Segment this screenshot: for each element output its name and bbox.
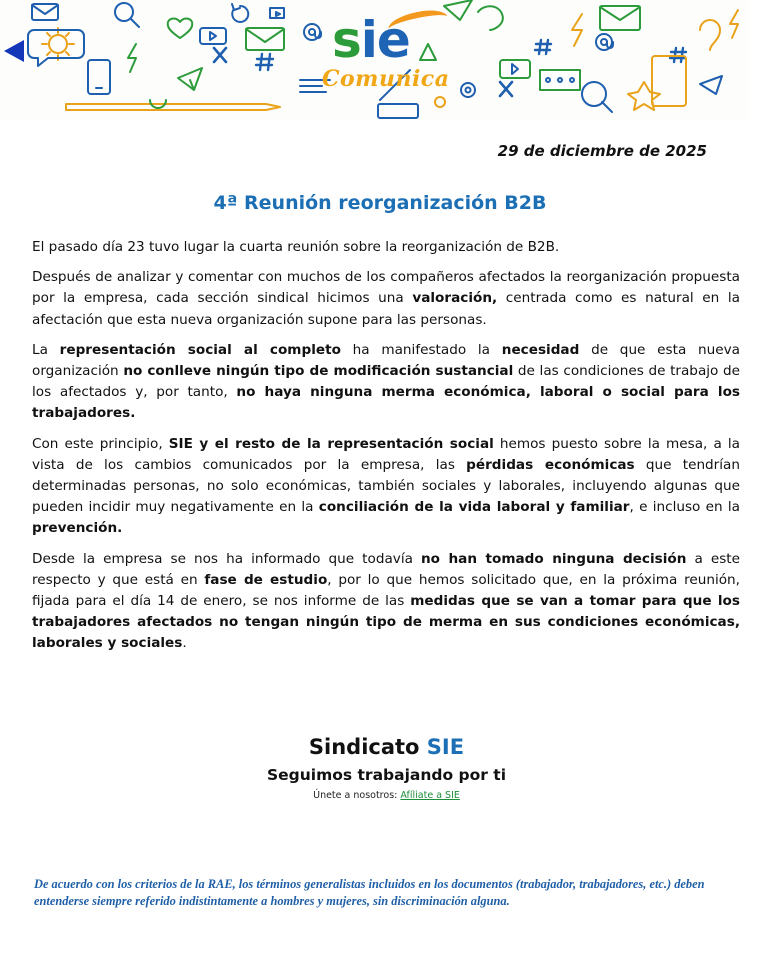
bold-run: fase de estudio [204,571,328,588]
paragraph-5 [32,549,740,655]
bold-run: necesidad [501,341,580,358]
disclaimer: De acuerdo con los criterios de la RAE, los términos generalistas incluidos en los documentos (trabajador, trabajadores, etc.) deben entenderse siempre referido indistintamente a hombres y mujeres, sin discriminación alguna. [34,877,705,908]
text-run: La [32,341,60,358]
union-brand: SIE [426,735,465,759]
slogan: Seguimos trabajando por ti [266,766,507,784]
text-run: ha manifestado la [340,341,502,358]
text-run: El pasado día 23 tuvo lugar la cuarta reunión sobre la reorganización de B2B. [32,239,560,255]
paragraph-1 [32,237,740,258]
bold-run: pérdidas económicas [466,456,635,473]
logo-word: sie [332,11,410,69]
envelope-icon [32,4,58,20]
phone-icon [88,60,110,94]
bold-run: no han tomado ninguna decisión [421,550,687,567]
paragraph-3 [32,340,740,425]
refresh-icon [232,4,284,22]
bold-run: conciliación de la vida laboral y familiar [318,499,630,516]
hashtag-icon [256,40,686,70]
join-line [0,790,773,801]
union-name [0,735,773,759]
magnifier-icon [115,3,139,27]
bold-run: SIE y el resto de la representación social [168,435,494,452]
text-run: Después de analizar y comentar con muchos de los compañeros afectados la reorganización propuesta por la empresa, cada sección sindical hicimos una [32,269,740,307]
text-run: centrada como es natural en la afectación que esta nueva organización supone para las personas. [32,290,740,328]
paragraph-2 [32,267,740,331]
previous-arrow-icon[interactable] [4,40,24,62]
heart-icon [168,19,193,38]
paragraph-4 [32,434,740,540]
bold-run: no conlleve ningún tipo de modificación sustancial [123,363,514,380]
document-body [32,237,740,664]
sie-comunica-logo [322,6,462,102]
bold-run: prevención. [32,520,123,537]
union-prefix: Sindicato [308,735,427,759]
join-link[interactable]: Afíliate a SIE [400,790,460,801]
text-run: , por lo que hemos solicitado que, en la próxima reunión, fijada para el día 14 de enero, se nos informe de las [32,571,740,610]
bold-run: medidas que se van a tomar para que los trabajadores afectados no tengan ningún tipo de merma en sus condiciones económicas, laborales y sociales [32,593,740,652]
text-run: . [182,635,187,652]
logo-subtitle: Comunica [322,66,450,92]
join-text: Únete a nosotros: [313,790,401,801]
text-run: de las condiciones de trabajo de los afectados y, por tanto, [32,363,740,401]
text-run: , e incluso en la [629,499,740,516]
text-run: hemos puesto sobre la mesa, a la vista de los cambios comunicados por la empresa, las [32,435,740,473]
bold-run: valoración, [412,290,498,307]
text-run: de que esta nueva organización [32,341,740,380]
bold-run: representación social al completo [59,341,341,358]
text-run: Desde la empresa se nos ha informado que todavía [32,550,421,567]
document-date: 29 de diciembre de 2025 [497,142,707,160]
bold-run: no haya ninguna merma económica, laboral o social para los trabajadores. [32,384,740,422]
text-run: Con este principio, [32,435,169,452]
text-run: que tendrían determinadas personas, no solo económicas, también sociales y laborales, incluyendo algunas que pueden incidir muy negativamente en la [32,456,740,516]
sun-icon [42,28,74,60]
document-title: 4ª Reunión reorganización B2B [213,192,547,214]
header-banner [0,0,748,120]
text-run: a este respecto y que está en [32,550,740,588]
